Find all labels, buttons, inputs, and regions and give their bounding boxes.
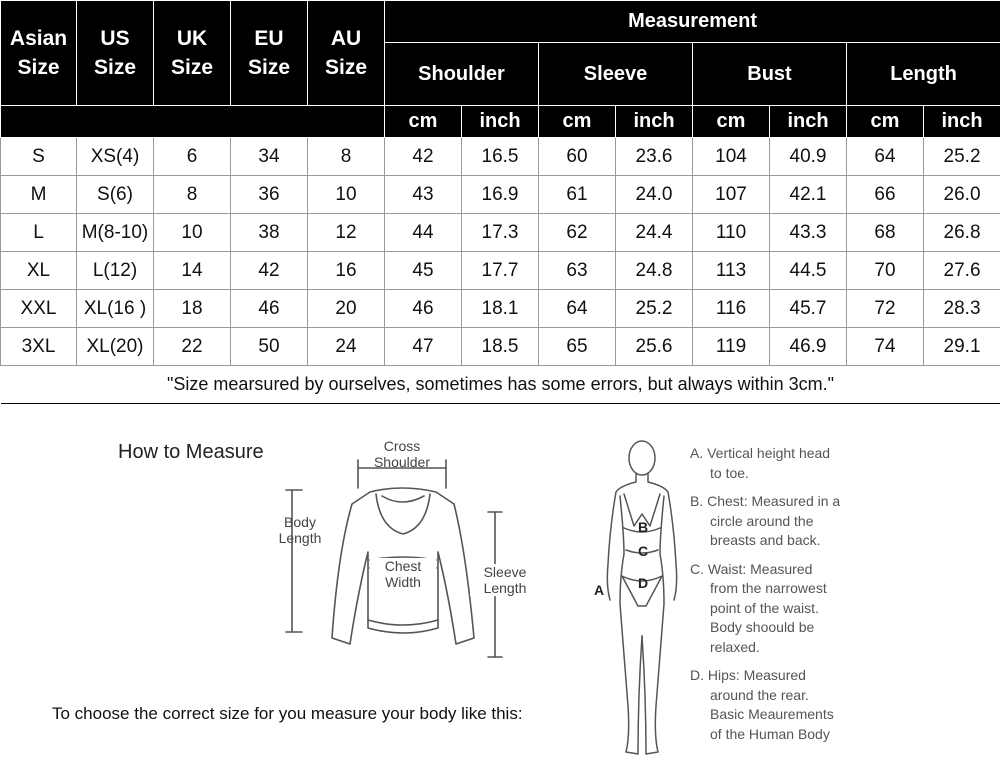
header-sleeve: Sleeve	[539, 43, 693, 106]
table-cell: 46	[231, 290, 308, 328]
note-b: B. Chest: Measured in a circle around the breasts and back.	[690, 493, 841, 548]
unit-header: cm	[693, 106, 770, 138]
table-cell: 46.9	[770, 328, 847, 366]
table-cell: 42.1	[770, 176, 847, 214]
table-cell: 24	[308, 328, 385, 366]
body-measure-figure	[590, 436, 690, 766]
table-row	[1, 290, 1000, 328]
header-eu-size: EU Size	[231, 1, 308, 106]
table-cell: 50	[231, 328, 308, 366]
table-cell: 6	[154, 138, 231, 176]
unit-header: cm	[847, 106, 924, 138]
table-cell: 16.9	[462, 176, 539, 214]
table-cell: 43.3	[770, 214, 847, 252]
table-cell: M	[1, 176, 77, 214]
note-c: C. Waist: Measured from the narrowest point of the waist. Body shoould be relaxed.	[690, 560, 827, 655]
table-cell: 22	[154, 328, 231, 366]
table-cell: 18.1	[462, 290, 539, 328]
table-cell: 72	[847, 290, 924, 328]
table-cell: 26.8	[924, 214, 1000, 252]
table-cell: 64	[847, 138, 924, 176]
table-cell: 17.7	[462, 252, 539, 290]
table-cell: 23.6	[616, 138, 693, 176]
table-cell: XXL	[1, 290, 77, 328]
table-cell: 74	[847, 328, 924, 366]
table-cell: 24.0	[616, 176, 693, 214]
table-row	[1, 138, 1000, 176]
table-cell: 40.9	[770, 138, 847, 176]
table-cell: 63	[539, 252, 616, 290]
table-row	[1, 214, 1000, 252]
table-cell: 24.8	[616, 252, 693, 290]
table-cell: M(8-10)	[77, 214, 154, 252]
table-cell: L(12)	[77, 252, 154, 290]
table-cell: 42	[231, 252, 308, 290]
table-cell: 10	[154, 214, 231, 252]
table-cell: 110	[693, 214, 770, 252]
table-cell: 18	[154, 290, 231, 328]
table-cell: 46	[385, 290, 462, 328]
table-cell: 42	[385, 138, 462, 176]
table-cell: XL	[1, 252, 77, 290]
cross-shoulder-label: Cross Shoulder	[373, 438, 431, 470]
table-cell: 107	[693, 176, 770, 214]
table-cell: 64	[539, 290, 616, 328]
table-cell: 45.7	[770, 290, 847, 328]
body-letter-b: B	[638, 519, 649, 535]
table-cell: 3XL	[1, 328, 77, 366]
table-cell: 36	[231, 176, 308, 214]
table-cell: 65	[539, 328, 616, 366]
table-cell: 25.2	[924, 138, 1000, 176]
table-cell: 12	[308, 214, 385, 252]
header-length: Length	[847, 43, 1000, 106]
table-cell: 45	[385, 252, 462, 290]
table-cell: 18.5	[462, 328, 539, 366]
chest-width-label: Chest Width	[370, 558, 436, 590]
table-cell: 26.0	[924, 176, 1000, 214]
header-asian-size: Asian Size	[1, 1, 77, 106]
table-row	[1, 176, 1000, 214]
header-bust: Bust	[693, 43, 847, 106]
unit-header: inch	[770, 106, 847, 138]
unit-header: inch	[462, 106, 539, 138]
note-a: A. Vertical height head to toe.	[690, 445, 831, 481]
garment-measure-diagram	[270, 432, 527, 662]
table-cell: 44.5	[770, 252, 847, 290]
table-cell: 28.3	[924, 290, 1000, 328]
note-d: D. Hips: Measured around the rear. Basic Meaurements of the Human Body	[690, 667, 834, 742]
table-cell: 16.5	[462, 138, 539, 176]
table-cell: 20	[308, 290, 385, 328]
table-row	[1, 252, 1000, 290]
unit-header: inch	[924, 106, 1000, 138]
table-cell: 44	[385, 214, 462, 252]
table-cell: S(6)	[77, 176, 154, 214]
table-cell: S	[1, 138, 77, 176]
table-cell: L	[1, 214, 77, 252]
how-to-measure-title: How to Measure	[118, 441, 264, 463]
table-cell: 14	[154, 252, 231, 290]
table-cell: 43	[385, 176, 462, 214]
body-letter-a: A	[594, 582, 605, 598]
table-cell: 10	[308, 176, 385, 214]
header-uk-size: UK Size	[154, 1, 231, 106]
table-cell: 34	[231, 138, 308, 176]
table-cell: 68	[847, 214, 924, 252]
table-cell: 25.6	[616, 328, 693, 366]
table-cell: 38	[231, 214, 308, 252]
table-cell: 70	[847, 252, 924, 290]
measurement-notes	[690, 444, 990, 753]
header-measurement: Measurement	[385, 1, 1000, 43]
table-cell: 17.3	[462, 214, 539, 252]
table-cell: 47	[385, 328, 462, 366]
table-cell: 27.6	[924, 252, 1000, 290]
table-cell: 25.2	[616, 290, 693, 328]
human-body-icon	[590, 436, 690, 766]
table-cell: 116	[693, 290, 770, 328]
measure-instruction: To choose the correct size for you measure your body like this:	[52, 704, 523, 723]
table-cell: 61	[539, 176, 616, 214]
table-cell: XL(20)	[77, 328, 154, 366]
unit-header: inch	[616, 106, 693, 138]
table-cell: XS(4)	[77, 138, 154, 176]
body-letter-d: D	[638, 575, 649, 591]
table-cell: XL(16 )	[77, 290, 154, 328]
table-cell: 29.1	[924, 328, 1000, 366]
header-shoulder: Shoulder	[385, 43, 539, 106]
table-cell: 16	[308, 252, 385, 290]
size-error-note: "Size mearsured by ourselves, sometimes has some errors, but always within 3cm."	[1, 366, 1000, 404]
table-cell: 8	[154, 176, 231, 214]
unit-header: cm	[385, 106, 462, 138]
header-blank	[1, 106, 385, 138]
table-cell: 62	[539, 214, 616, 252]
table-cell: 24.4	[616, 214, 693, 252]
body-letter-c: C	[638, 543, 649, 559]
table-cell: 8	[308, 138, 385, 176]
table-cell: 104	[693, 138, 770, 176]
body-length-label: Body Length	[278, 514, 322, 546]
table-cell: 66	[847, 176, 924, 214]
header-au-size: AU Size	[308, 1, 385, 106]
unit-header: cm	[539, 106, 616, 138]
table-cell: 113	[693, 252, 770, 290]
table-cell: 119	[693, 328, 770, 366]
header-us-size: US Size	[77, 1, 154, 106]
table-cell: 60	[539, 138, 616, 176]
table-row	[1, 328, 1000, 366]
sleeve-length-label: Sleeve Length	[470, 564, 540, 596]
